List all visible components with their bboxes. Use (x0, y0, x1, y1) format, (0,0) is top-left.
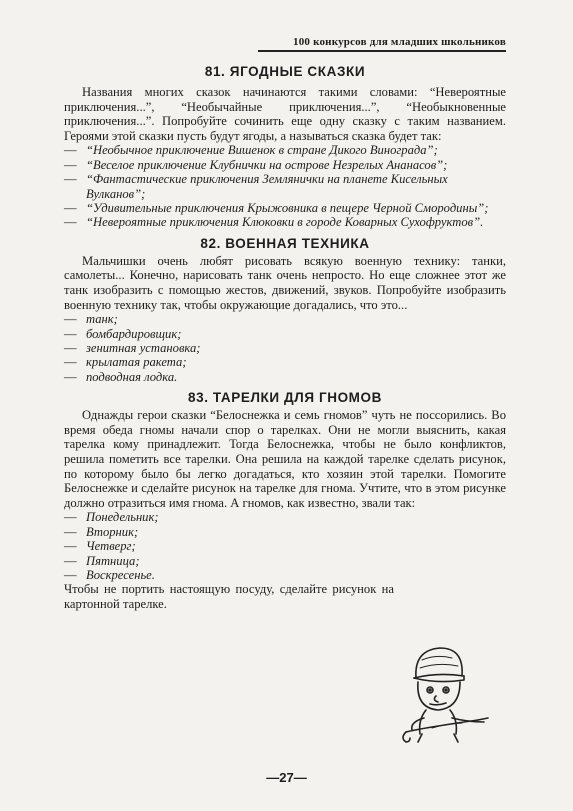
list-item-text: танк; (86, 312, 118, 327)
dash-glyph: — (64, 157, 77, 172)
item-list (64, 312, 506, 384)
item-list (64, 510, 506, 582)
list-item (64, 568, 506, 582)
list-item (64, 143, 506, 157)
list-item-text: зенитная установка; (86, 341, 201, 355)
dash-glyph: — (64, 215, 77, 230)
section-82 (64, 234, 506, 384)
list-item-text: Понедельник; (86, 510, 159, 525)
dash-glyph: — (64, 539, 77, 554)
list-item (64, 539, 506, 553)
list-item-text: Вторник; (86, 524, 139, 539)
dash-glyph: — (64, 524, 77, 539)
list-item-text: “Фантастические приключения Землянички на планете Кисельных Вулканов”; (86, 172, 448, 201)
list-item (64, 554, 506, 568)
section-paragraph: Однажды герои сказки “Белоснежка и семь гномов” чуть не поссорились. Во время обеда гномы начали спор о тарелках. Они не могли выяснить, какая тарелка кому принадлежит. Тогда Белоснежка, чтобы не было конфликтов, решила пометить все тарелки. Она решила на каждой тарелке сделать рисунок, по которому было бы легко догадаться, кто хозяин этой тарелки. Помогите Белоснежке и сделайте рисунок на тарелке для гнома. Учтите, что в этом рисунке должно отразиться имя гнома. А гномов, как известно, звали так: (64, 408, 506, 510)
dash-glyph: — (64, 369, 77, 384)
list-item-text: бомбардировщик; (86, 326, 182, 341)
dash-glyph: — (64, 312, 77, 327)
section-81 (64, 62, 506, 230)
section-paragraph: Мальчишки очень любят рисовать всякую военную технику: танки, самолеты... Конечно, нарисовать танк очень непросто. Но еще сложнее этот же танк изобразить с помощью жестов, движений, звуков. Попробуйте изобразить военную технику так, чтобы окружающие догадались, что это... (64, 253, 506, 312)
list-item (64, 215, 506, 229)
list-item-text: Четверг; (86, 539, 136, 554)
list-item (64, 510, 506, 524)
list-item (64, 327, 506, 341)
page-number: —27— (266, 770, 307, 785)
list-item (64, 341, 506, 355)
dash-glyph: — (64, 172, 77, 187)
gnome-illustration (392, 638, 502, 748)
closing-paragraph: Чтобы не портить настоящую посуду, сделайте рисунок на картонной тарелке. (64, 582, 394, 611)
section-title: 83. ТАРЕЛКИ ДЛЯ ГНОМОВ (188, 390, 382, 406)
dash-glyph: — (64, 355, 77, 370)
list-item (64, 355, 506, 369)
list-item-text: Пятница; (86, 553, 140, 568)
dash-glyph: — (64, 510, 77, 525)
section-title: 82. ВОЕННАЯ ТЕХНИКА (200, 235, 370, 251)
list-item-text: “Веселое приключение Клубнички на острове Незрелых Ананасов”; (86, 157, 448, 172)
list-item-text: “Невероятные приключения Клюковки в городе Коварных Сухофруктов”. (86, 215, 484, 230)
list-item-text: “Необычное приключение Вишенок в стране Дикого Винограда”; (86, 143, 438, 158)
dash-glyph: — (64, 201, 77, 215)
dash-glyph: — (64, 553, 77, 568)
section-title: 81. ЯГОДНЫЕ СКАЗКИ (204, 64, 366, 79)
section-83 (64, 388, 506, 611)
list-item (64, 312, 506, 326)
header-rule (258, 50, 506, 52)
list-item (64, 370, 506, 384)
list-item-text: подводная лодка. (86, 369, 178, 384)
page-content (64, 58, 506, 612)
list-item (64, 525, 506, 539)
list-item-text: Воскресенье. (86, 568, 155, 582)
running-head: 100 конкурсов для младших школьников (293, 36, 506, 48)
list-item-text: “Удивительные приключения Крыжовника в пещере Черной Смородины”; (86, 201, 489, 215)
item-list (64, 143, 506, 229)
list-item (64, 201, 506, 215)
list-item (64, 158, 506, 172)
dash-glyph: — (64, 341, 77, 355)
list-item-text: крылатая ракета; (86, 355, 187, 370)
dash-glyph: — (64, 326, 77, 341)
list-item (64, 172, 506, 201)
section-paragraph: Названия многих сказок начинаются такими словами: “Невероятные приключения...”, “Необычайные приключения...”, “Необыкновенные приключения...”. Попробуйте сочинить еще одну сказку с таким названием. Героями этой сказки пусть будут ягоды, а называться сказка будет так: (64, 85, 506, 143)
dash-glyph: — (64, 143, 77, 158)
dash-glyph: — (64, 568, 77, 582)
